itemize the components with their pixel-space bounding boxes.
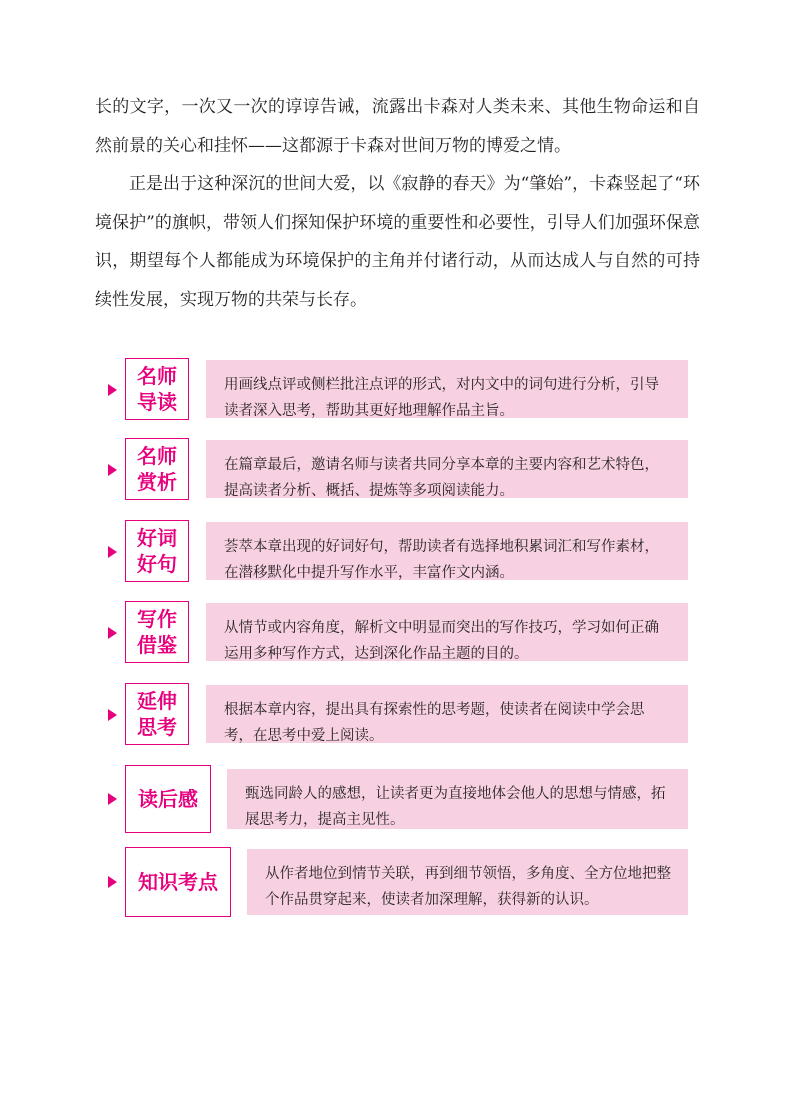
feature-label: 名师 赏析 xyxy=(125,438,189,500)
feature-description: 在篇章最后，邀请名师与读者共同分享本章的主要内容和艺术特色，提高读者分析、概括、提炼等多项阅读能力。 xyxy=(206,440,688,498)
feature-description: 从作者地位到情节关联，再到细节领悟，多角度、全方位地把整个作品贯穿起来，使读者加深理解，获得新的认识。 xyxy=(247,849,688,915)
triangle-arrow-icon xyxy=(108,384,117,396)
feature-label: 好词 好句 xyxy=(125,520,189,582)
triangle-arrow-icon xyxy=(108,464,117,476)
feature-list xyxy=(108,358,708,928)
feature-label: 写作 借鉴 xyxy=(125,601,189,663)
feature-label: 名师 导读 xyxy=(125,358,189,420)
feature-label: 读后感 xyxy=(125,765,211,833)
intro-paragraph: 长的文字，一次又一次的谆谆告诫，流露出卡森对人类未来、其他生物命运和自然前景的关心和挂怀——这都源于卡森对世间万物的博爱之情。 xyxy=(95,97,700,156)
triangle-arrow-icon xyxy=(108,709,117,721)
feature-description: 根据本章内容，提出具有探索性的思考题，使读者在阅读中学会思考，在思考中爱上阅读。 xyxy=(206,685,688,743)
triangle-arrow-icon xyxy=(108,627,117,639)
feature-label: 延伸 思考 xyxy=(125,683,189,745)
feature-description: 从情节或内容角度，解析文中明显而突出的写作技巧，学习如何正确运用多种写作方式，达到深化作品主题的目的。 xyxy=(206,603,688,661)
feature-description: 甄选同龄人的感想，让读者更为直接地体会他人的思想与情感，拓展思考力，提高主见性。 xyxy=(227,769,688,829)
feature-label: 知识考点 xyxy=(125,847,231,917)
triangle-arrow-icon xyxy=(108,793,117,805)
intro-text xyxy=(95,88,700,319)
triangle-arrow-icon xyxy=(108,876,117,888)
feature-description: 用画线点评或侧栏批注点评的形式，对内文中的词句进行分析，引导读者深入思考，帮助其更好地理解作品主旨。 xyxy=(206,360,688,418)
triangle-arrow-icon xyxy=(108,546,117,558)
feature-description: 荟萃本章出现的好词好句，帮助读者有选择地积累词汇和写作素材，在潜移默化中提升写作水平，丰富作文内涵。 xyxy=(206,522,688,580)
intro-paragraph: 正是出于这种深沉的世间大爱，以《寂静的春天》为“肇始”，卡森竖起了“环境保护”的旗帜，带领人们探知保护环境的重要性和必要性，引导人们加强环保意识，期望每个人都能成为环境保护的主角并付诸行动，从而达成人与自然的可持续性发展，实现万物的共荣与长存。 xyxy=(95,174,700,310)
